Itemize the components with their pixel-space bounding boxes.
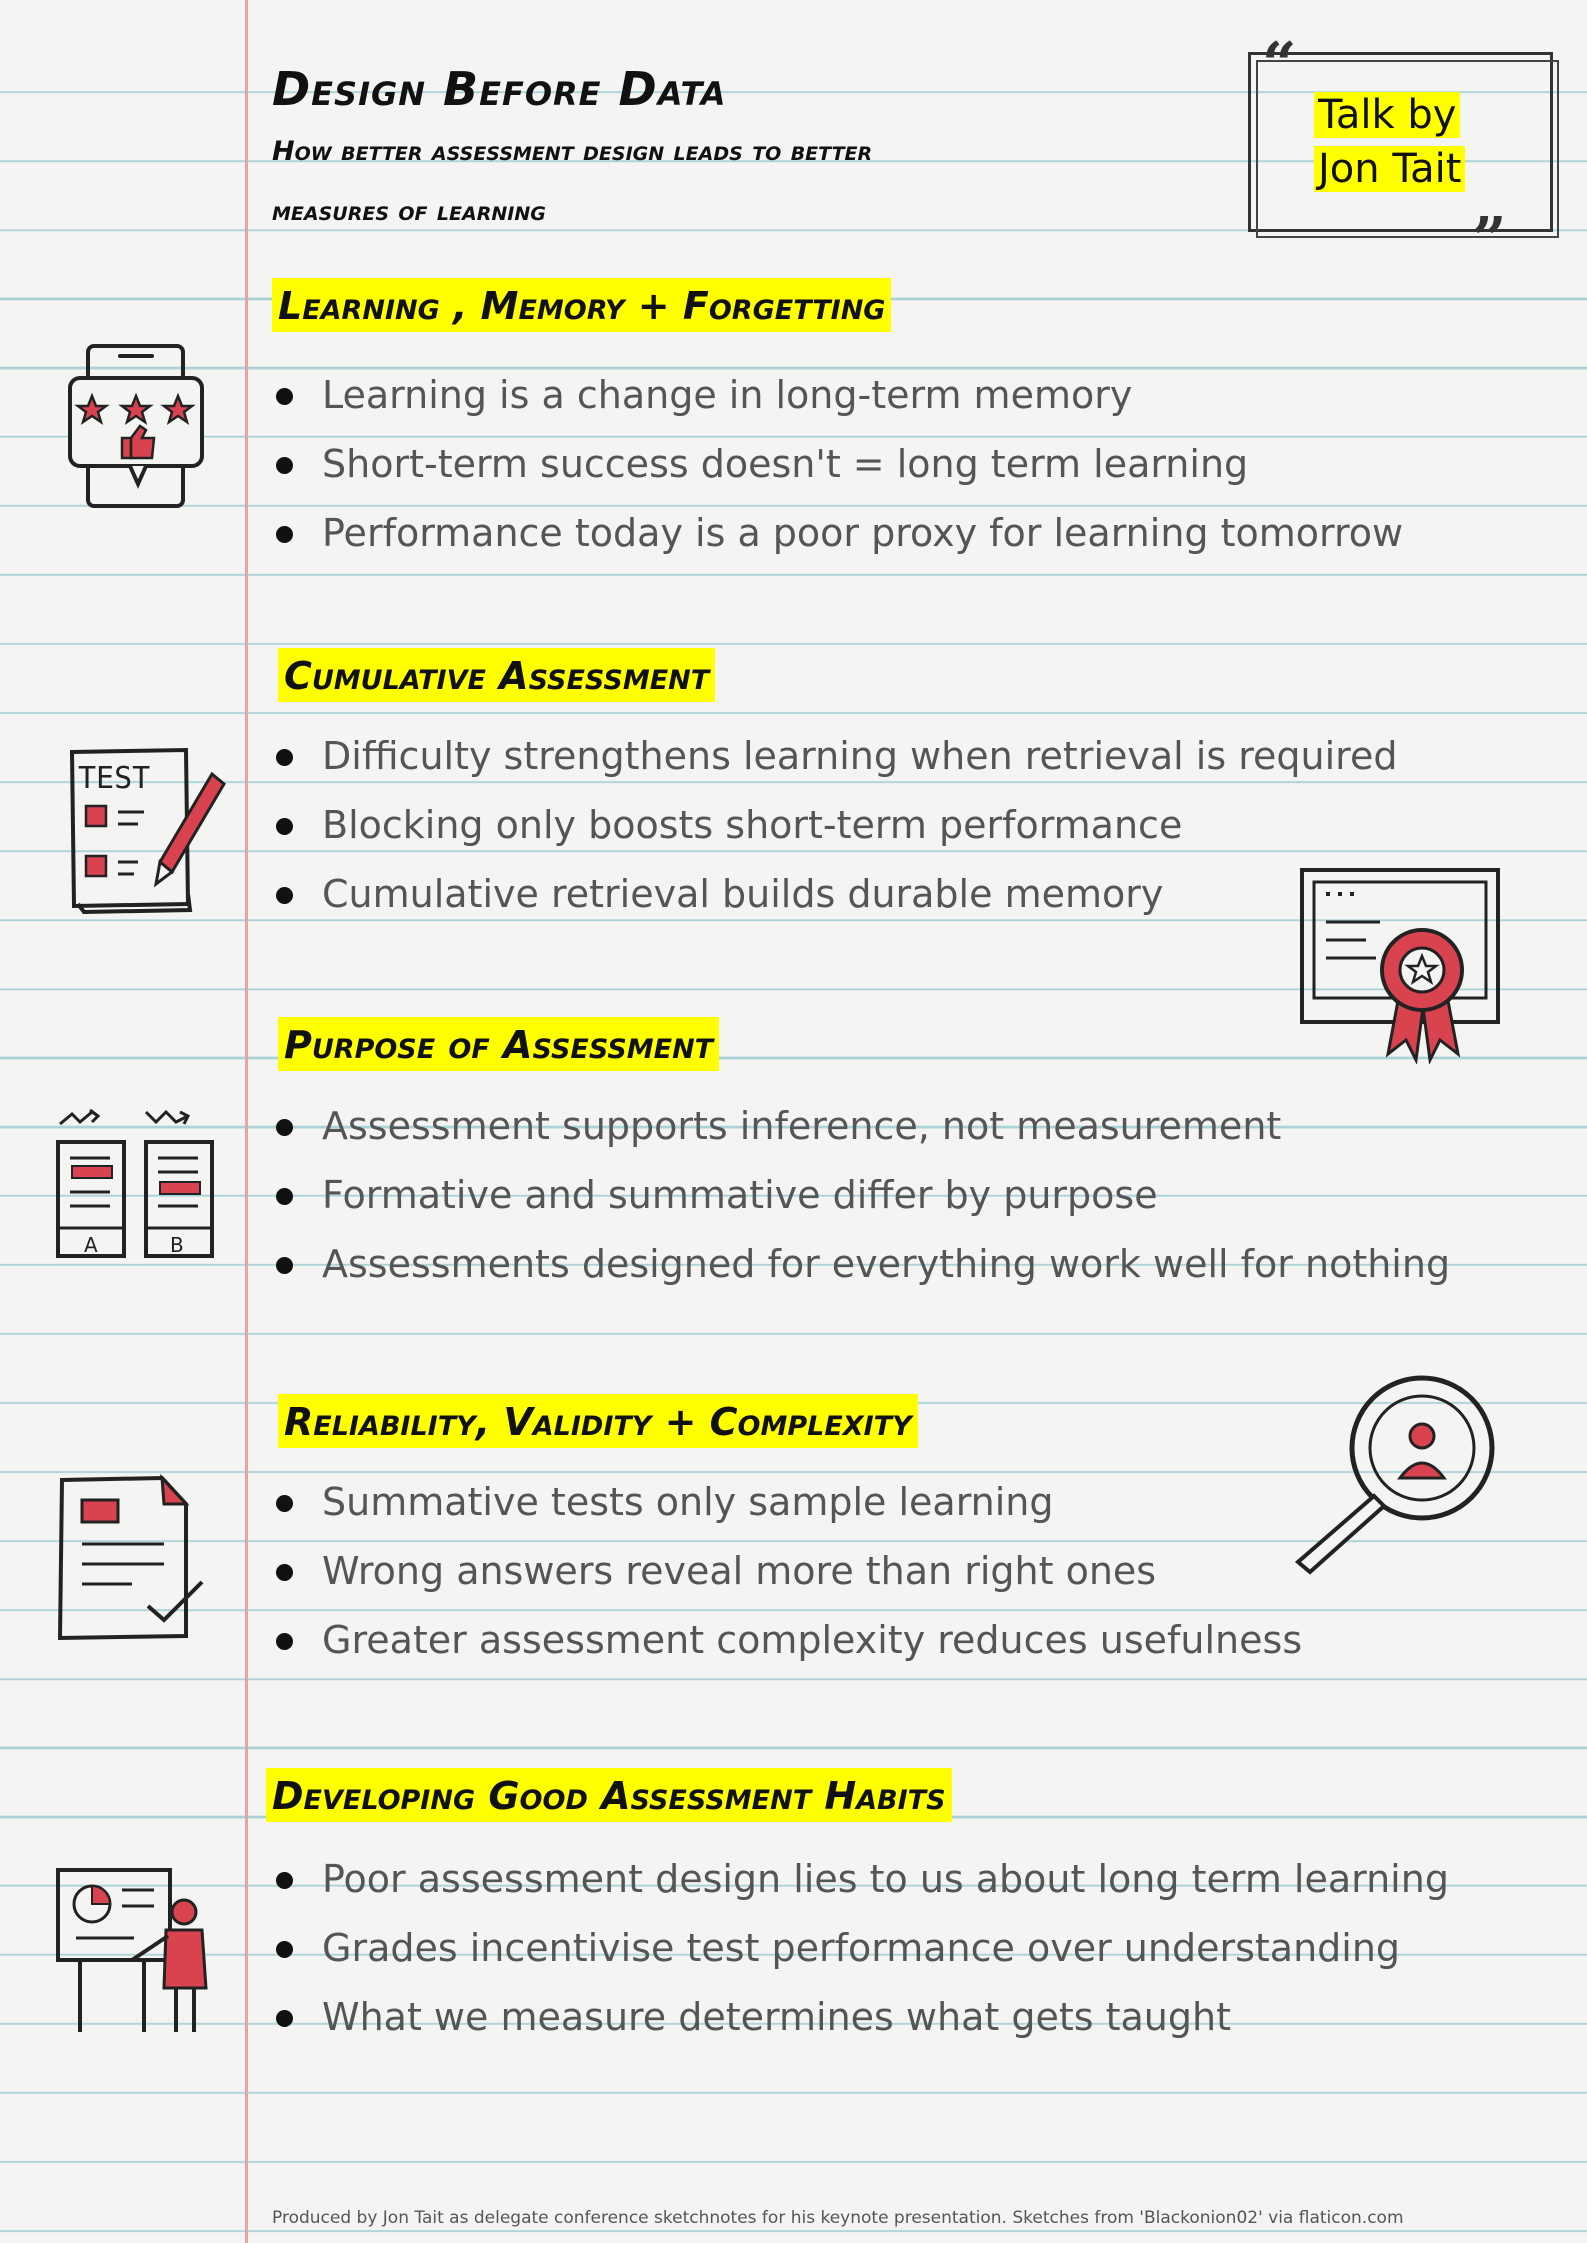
list-item: Greater assessment complexity reduces usefulness bbox=[272, 1606, 1302, 1675]
ab-label-a: A bbox=[84, 1233, 98, 1257]
list-item: Performance today is a poor proxy for learning tomorrow bbox=[272, 499, 1403, 568]
bullet-icon bbox=[276, 818, 293, 835]
section-title-cumulative-assessment: Cumulative Assessment bbox=[278, 648, 715, 702]
section-title-good-assessment-habits: Developing Good Assessment Habits bbox=[266, 1768, 952, 1822]
bullet-icon bbox=[276, 526, 293, 543]
footer-credits: Produced by Jon Tait as delegate conference sketchnotes for his keynote presentation. Sketches from 'Blackonion02' via flaticon.com bbox=[272, 2208, 1404, 2228]
page-subtitle-line-1: How better assessment design leads to better bbox=[272, 136, 873, 167]
presenter-icon bbox=[50, 1860, 220, 2040]
list-item: What we measure determines what gets taught bbox=[272, 1983, 1449, 2052]
bullet-icon bbox=[276, 1633, 293, 1650]
ab-comparison-icon bbox=[50, 1100, 220, 1270]
list-item: Wrong answers reveal more than right ones bbox=[272, 1537, 1302, 1606]
bullet-icon bbox=[276, 2010, 293, 2027]
list-item: Grades incentivise test performance over understanding bbox=[272, 1914, 1449, 1983]
open-quote-icon: “ bbox=[1262, 30, 1297, 100]
bullet-icon bbox=[276, 1257, 293, 1274]
bullet-icon bbox=[276, 457, 293, 474]
bullet-icon bbox=[276, 1188, 293, 1205]
list-item: Learning is a change in long-term memory bbox=[272, 361, 1403, 430]
rating-feedback-icon bbox=[60, 338, 210, 513]
close-quote-icon: ” bbox=[1472, 205, 1507, 275]
document-check-icon bbox=[52, 1470, 212, 1650]
talk-by-label bbox=[1314, 88, 1504, 196]
bullet-icon bbox=[276, 749, 293, 766]
bullet-icon bbox=[276, 1564, 293, 1581]
page-subtitle-line-2: measures of learning bbox=[272, 196, 546, 227]
bullet-icon bbox=[276, 388, 293, 405]
test-label: TEST bbox=[78, 761, 151, 796]
section-2-bullets bbox=[272, 722, 1397, 929]
magnifier-person-icon bbox=[1278, 1366, 1508, 1576]
bullet-icon bbox=[276, 1872, 293, 1889]
section-1-bullets bbox=[272, 361, 1403, 568]
list-item: Cumulative retrieval builds durable memory bbox=[272, 860, 1397, 929]
section-title-learning-memory: Learning , Memory + Forgetting bbox=[272, 278, 891, 332]
certificate-award-icon bbox=[1296, 864, 1506, 1064]
section-5-bullets bbox=[272, 1845, 1449, 2052]
bullet-icon bbox=[276, 1941, 293, 1958]
section-title-reliability-validity: Reliability, Validity + Complexity bbox=[278, 1394, 918, 1448]
test-paper-icon bbox=[64, 744, 234, 914]
list-item: Assessment supports inference, not measurement bbox=[272, 1092, 1450, 1161]
margin-line bbox=[245, 0, 248, 2243]
page-title: Design Before Data bbox=[272, 62, 727, 116]
talk-line-2: Jon Tait bbox=[1314, 146, 1465, 192]
list-item: Short-term success doesn't = long term learning bbox=[272, 430, 1403, 499]
list-item: Difficulty strengthens learning when retrieval is required bbox=[272, 722, 1397, 791]
section-title-purpose-of-assessment: Purpose of Assessment bbox=[278, 1017, 719, 1071]
list-item: Summative tests only sample learning bbox=[272, 1468, 1302, 1537]
list-item: Formative and summative differ by purpose bbox=[272, 1161, 1450, 1230]
bullet-icon bbox=[276, 1495, 293, 1512]
list-item: Blocking only boosts short-term performance bbox=[272, 791, 1397, 860]
section-4-bullets bbox=[272, 1468, 1302, 1675]
section-3-bullets bbox=[272, 1092, 1450, 1299]
talk-line-1: Talk by bbox=[1314, 92, 1460, 138]
list-item: Poor assessment design lies to us about long term learning bbox=[272, 1845, 1449, 1914]
ab-label-b: B bbox=[170, 1233, 184, 1257]
bullet-icon bbox=[276, 887, 293, 904]
bullet-icon bbox=[276, 1119, 293, 1136]
list-item: Assessments designed for everything work well for nothing bbox=[272, 1230, 1450, 1299]
